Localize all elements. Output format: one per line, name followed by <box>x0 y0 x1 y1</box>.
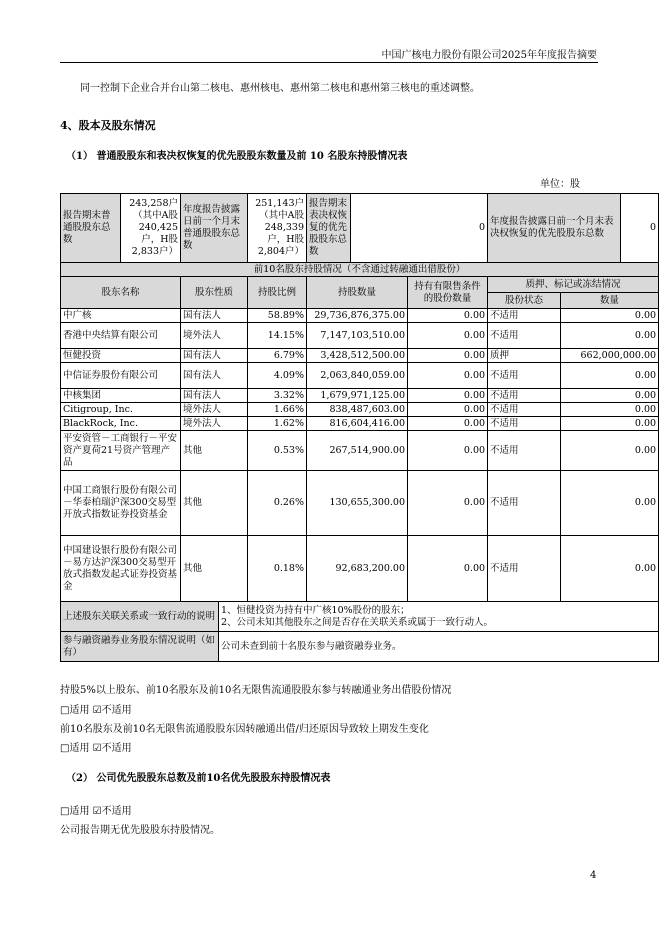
margin-row <box>61 632 659 662</box>
row-qty: 130,655,300.00 <box>307 471 408 536</box>
applicability-2: □适用 ☑不适用 <box>60 743 132 754</box>
row-nature: 国有法人 <box>181 389 248 403</box>
change-statement: 前10名股东及前10名无限售流通股股东因转融通出借/归还原因导致较上期发生变化 <box>60 724 429 735</box>
row-name: 香港中央结算有限公司 <box>61 323 181 349</box>
row-status: 质押 <box>488 349 561 363</box>
row-count: 0.00 <box>561 363 659 389</box>
margin-label: 参与融资融券业务股东情况说明（如有） <box>61 632 219 662</box>
row-count: 0.00 <box>561 471 659 536</box>
table-row <box>61 431 659 471</box>
row-count: 0.00 <box>561 431 659 471</box>
row-ratio: 58.89% <box>248 309 307 323</box>
row-name: 中广核 <box>61 309 181 323</box>
col-header-ratio: 持股比例 <box>248 277 307 309</box>
row-restricted: 0.00 <box>408 389 488 403</box>
row-status: 不适用 <box>488 309 561 323</box>
row-count: 0.00 <box>561 536 659 602</box>
col-header-qty: 持股数量 <box>307 277 408 309</box>
related-label: 上述股东关联关系或一致行动的说明 <box>61 602 219 632</box>
table-row <box>61 349 659 363</box>
section-4-title: 4、股本及股东情况 <box>60 119 156 132</box>
row-count: 0.00 <box>561 323 659 349</box>
row-qty: 2,063,840,059.00 <box>307 363 408 389</box>
row-nature: 境外法人 <box>181 403 248 417</box>
subsection-1-title: （1） 普通股股东和表决权恢复的优先股股东数量及前 10 名股东持股情况表 <box>66 151 408 162</box>
row-name: 平安资管－工商银行－平安资产夏荷21号资产管理产品 <box>61 431 181 471</box>
row-name: 恒健投资 <box>61 349 181 363</box>
row-restricted: 0.00 <box>408 417 488 431</box>
row-qty: 3,428,512,500.00 <box>307 349 408 363</box>
row-qty: 92,683,200.00 <box>307 536 408 602</box>
table-header-row <box>61 277 659 293</box>
row-nature: 其他 <box>181 431 248 471</box>
related-value <box>219 602 659 632</box>
row-restricted: 0.00 <box>408 403 488 417</box>
row-name: 中国工商银行股份有限公司－华泰柏瑞沪深300交易型开放式指数证券投资基金 <box>61 471 181 536</box>
lending-statement: 持股5%以上股东、前10名股东及前10名无限售流通股股东参与转融通业务出借股份情况 <box>60 685 452 696</box>
row-ratio: 1.62% <box>248 417 307 431</box>
summary-label-4: 年度报告披露日前一个月末表决权恢复的优先股股东总数 <box>488 194 621 263</box>
col-header-restricted: 持有有限售条件的股份数量 <box>408 277 488 309</box>
row-ratio: 14.15% <box>248 323 307 349</box>
row-status: 不适用 <box>488 389 561 403</box>
row-nature: 其他 <box>181 536 248 602</box>
row-ratio: 3.32% <box>248 389 307 403</box>
row-status: 不适用 <box>488 471 561 536</box>
row-name: BlackRock, Inc. <box>61 417 181 431</box>
row-count: 0.00 <box>561 389 659 403</box>
row-ratio: 0.18% <box>248 536 307 602</box>
related-line-1: 1、恒健投资为持有中广核10%股份的股东； <box>221 604 410 616</box>
page-header: 中国广核电力股份有限公司2025年年度报告摘要 <box>381 50 597 61</box>
row-restricted: 0.00 <box>408 309 488 323</box>
table-row <box>61 417 659 431</box>
row-restricted: 0.00 <box>408 323 488 349</box>
intro-text: 同一控制下企业合并台山第二核电、惠州核电、惠州第二核电和惠州第三核电的重述调整。 <box>80 83 480 94</box>
row-count: 0.00 <box>561 309 659 323</box>
row-qty: 7,147,103,510.00 <box>307 323 408 349</box>
row-status: 不适用 <box>488 431 561 471</box>
applicability-3: □适用 ☑不适用 <box>60 806 132 817</box>
row-qty: 29,736,876,375.00 <box>307 309 408 323</box>
row-ratio: 0.26% <box>248 471 307 536</box>
row-qty: 1,679,971,125.00 <box>307 389 408 403</box>
table-row <box>61 309 659 323</box>
row-ratio: 1.66% <box>248 403 307 417</box>
table-row <box>61 323 659 349</box>
table-row <box>61 389 659 403</box>
summary-value-1: 243,258户（其中A股240,425户，H股2,833户） <box>121 194 181 263</box>
summary-label-1: 报告期末普通股股东总数 <box>61 194 121 263</box>
row-restricted: 0.00 <box>408 431 488 471</box>
margin-value: 公司未查到前十名股东参与融资融券业务。 <box>219 632 659 662</box>
row-ratio: 4.09% <box>248 363 307 389</box>
row-nature: 国有法人 <box>181 349 248 363</box>
row-nature: 国有法人 <box>181 363 248 389</box>
table-row <box>61 363 659 389</box>
unit-label: 单位：股 <box>540 179 580 190</box>
row-count: 0.00 <box>561 403 659 417</box>
table-row <box>61 403 659 417</box>
subsection-2-title: （2） 公司优先股股东总数及前10名优先股股东持股情况表 <box>66 773 331 784</box>
col-header-nature: 股东性质 <box>181 277 248 309</box>
row-count: 0.00 <box>561 417 659 431</box>
table-row <box>61 471 659 536</box>
summary-label-2: 年度报告披露日前一个月末普通股股东总数 <box>181 194 248 263</box>
shareholder-table <box>60 193 659 662</box>
row-name: 中信证券股份有限公司 <box>61 363 181 389</box>
header-rule <box>60 62 598 63</box>
row-count: 662,000,000.00 <box>561 349 659 363</box>
preferred-statement: 公司报告期无优先股股东持股情况。 <box>60 825 220 836</box>
row-status: 不适用 <box>488 536 561 602</box>
summary-value-3: 0 <box>351 194 488 263</box>
row-restricted: 0.00 <box>408 363 488 389</box>
row-restricted: 0.00 <box>408 471 488 536</box>
row-ratio: 6.79% <box>248 349 307 363</box>
col-header-status: 股份状态 <box>488 293 561 309</box>
row-restricted: 0.00 <box>408 349 488 363</box>
row-status: 不适用 <box>488 403 561 417</box>
table-row <box>61 536 659 602</box>
row-restricted: 0.00 <box>408 536 488 602</box>
related-row <box>61 602 659 632</box>
row-status: 不适用 <box>488 417 561 431</box>
row-ratio: 0.53% <box>248 431 307 471</box>
row-name: 中国建设银行股份有限公司－易方达沪深300交易型开放式指数发起式证券投资基金 <box>61 536 181 602</box>
row-qty: 267,514,900.00 <box>307 431 408 471</box>
row-status: 不适用 <box>488 363 561 389</box>
page-number: 4 <box>590 870 597 881</box>
top10-title: 前10名股东持股情况（不含通过转融通出借股份） <box>61 263 659 277</box>
col-header-name: 股东名称 <box>61 277 181 309</box>
summary-value-2: 251,143户（其中A股248,339户，H股2,804户） <box>248 194 307 263</box>
summary-label-3: 报告期末表决权恢复的优先股股东总数 <box>307 194 351 263</box>
col-header-count: 数量 <box>561 293 659 309</box>
row-name: Citigroup, Inc. <box>61 403 181 417</box>
row-qty: 838,487,603.00 <box>307 403 408 417</box>
summary-row <box>61 194 659 263</box>
related-line-2: 2、公司未知其他股东之间是否存在关联关系或属于一致行动人。 <box>221 616 494 628</box>
row-nature: 其他 <box>181 471 248 536</box>
row-qty: 816,604,416.00 <box>307 417 408 431</box>
applicability-1: □适用 ☑不适用 <box>60 705 132 716</box>
col-header-pledge: 质押、标记或冻结情况 <box>488 277 659 293</box>
summary-value-4: 0 <box>621 194 659 263</box>
row-nature: 国有法人 <box>181 309 248 323</box>
row-status: 不适用 <box>488 323 561 349</box>
row-name: 中核集团 <box>61 389 181 403</box>
row-nature: 境外法人 <box>181 323 248 349</box>
row-nature: 境外法人 <box>181 417 248 431</box>
